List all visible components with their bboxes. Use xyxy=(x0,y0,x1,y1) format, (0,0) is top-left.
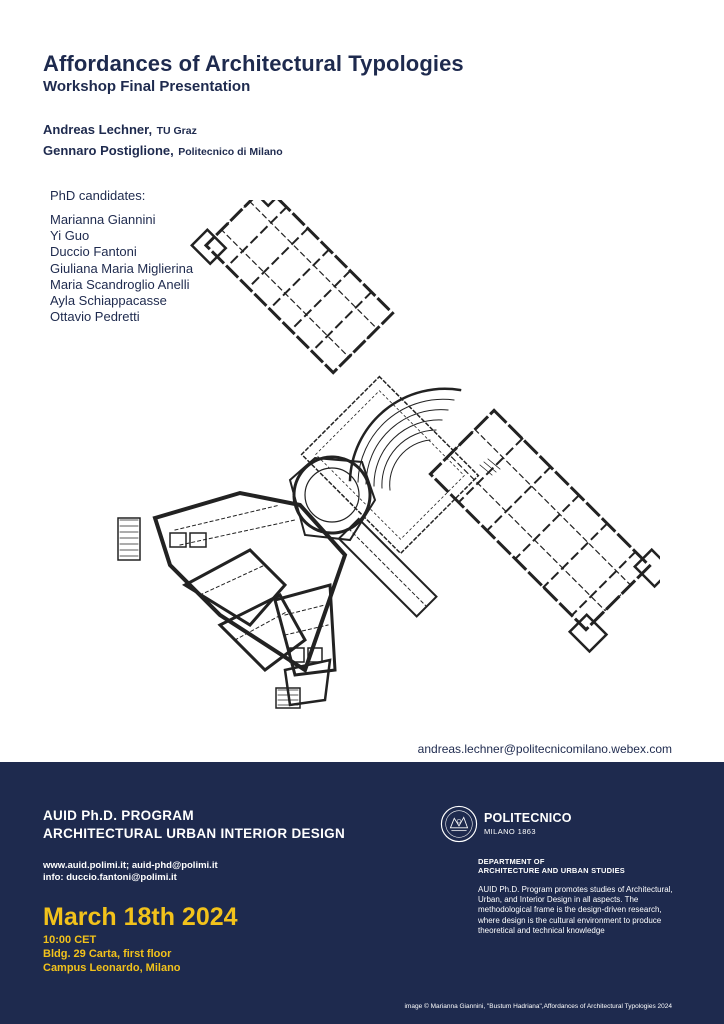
plan-wing-upper xyxy=(192,200,400,380)
image-credit: image © Marianna Giannini, "Bustum Hadriana",Affordances of Architectural Typologies 2024 xyxy=(404,1003,672,1010)
presenter-2 xyxy=(43,142,283,160)
event-time: 10:00 CET xyxy=(43,934,97,946)
plan-pentagon-wing xyxy=(155,493,345,670)
event-date: March 18th 2024 xyxy=(43,903,238,931)
plan-central-hall xyxy=(302,377,479,554)
event-building: Bldg. 29 Carta, first floor xyxy=(43,948,172,960)
webex-link[interactable]: andreas.lechner@politecnicomilano.webex.com xyxy=(417,742,672,756)
presenter-affiliation: TU Graz xyxy=(156,125,197,137)
candidate-item: Giuliana Maria Miglierina xyxy=(50,260,194,276)
page-title: Affordances of Architectural Typologies xyxy=(43,51,464,76)
event-campus: Campus Leonardo, Milano xyxy=(43,962,181,974)
website-links[interactable]: www.auid.polimi.it; auid-phd@polimi.it xyxy=(43,860,218,871)
plan-fan-rooms xyxy=(185,550,335,705)
candidate-item: Marianna Giannini xyxy=(50,212,156,227)
footer-panel xyxy=(0,762,724,1024)
logo-name: POLITECNICO xyxy=(484,811,572,825)
presenter-1 xyxy=(43,121,197,139)
department-name: ARCHITECTURE AND URBAN STUDIES xyxy=(478,866,625,875)
candidate-item: Ottavio Pedretti xyxy=(50,309,140,325)
program-subtitle: ARCHITECTURAL URBAN INTERIOR DESIGN xyxy=(43,826,346,841)
candidate-item: Maria Scandroglio Anelli xyxy=(50,276,190,292)
logo-subtitle: MILANO 1863 xyxy=(484,827,536,836)
presenter-affiliation: Politecnico di Milano xyxy=(178,146,283,158)
program-title: AUID Ph.D. PROGRAM xyxy=(43,808,194,823)
info-email-link[interactable]: info: duccio.fantoni@polimi.it xyxy=(43,872,177,883)
presenter-name: Gennaro Postiglione, xyxy=(43,143,174,158)
plan-wing-right xyxy=(421,401,660,651)
department-description: AUID Ph.D. Program promotes studies of Architectural, Urban, and Interior Design in all aspects. The methodological frame is the design-driven research, where design is the cultural environment to produce theoretical and technical knowledge xyxy=(478,885,673,935)
politecnico-seal-icon xyxy=(440,805,478,843)
phd-candidates-heading: PhD candidates: xyxy=(50,188,146,203)
plan-rotunda xyxy=(290,457,375,540)
candidate-item: Yi Guo xyxy=(50,228,90,244)
plan-stairs xyxy=(118,459,500,708)
presenter-name: Andreas Lechner, xyxy=(43,122,153,137)
floor-plan-illustration xyxy=(100,200,660,740)
plan-cross-arm xyxy=(339,519,437,617)
page-subtitle: Workshop Final Presentation xyxy=(43,78,251,95)
candidate-item: Ayla Schiappacasse xyxy=(50,293,167,309)
candidate-item: Duccio Fantoni xyxy=(50,244,137,260)
department-heading: DEPARTMENT OF xyxy=(478,857,545,866)
